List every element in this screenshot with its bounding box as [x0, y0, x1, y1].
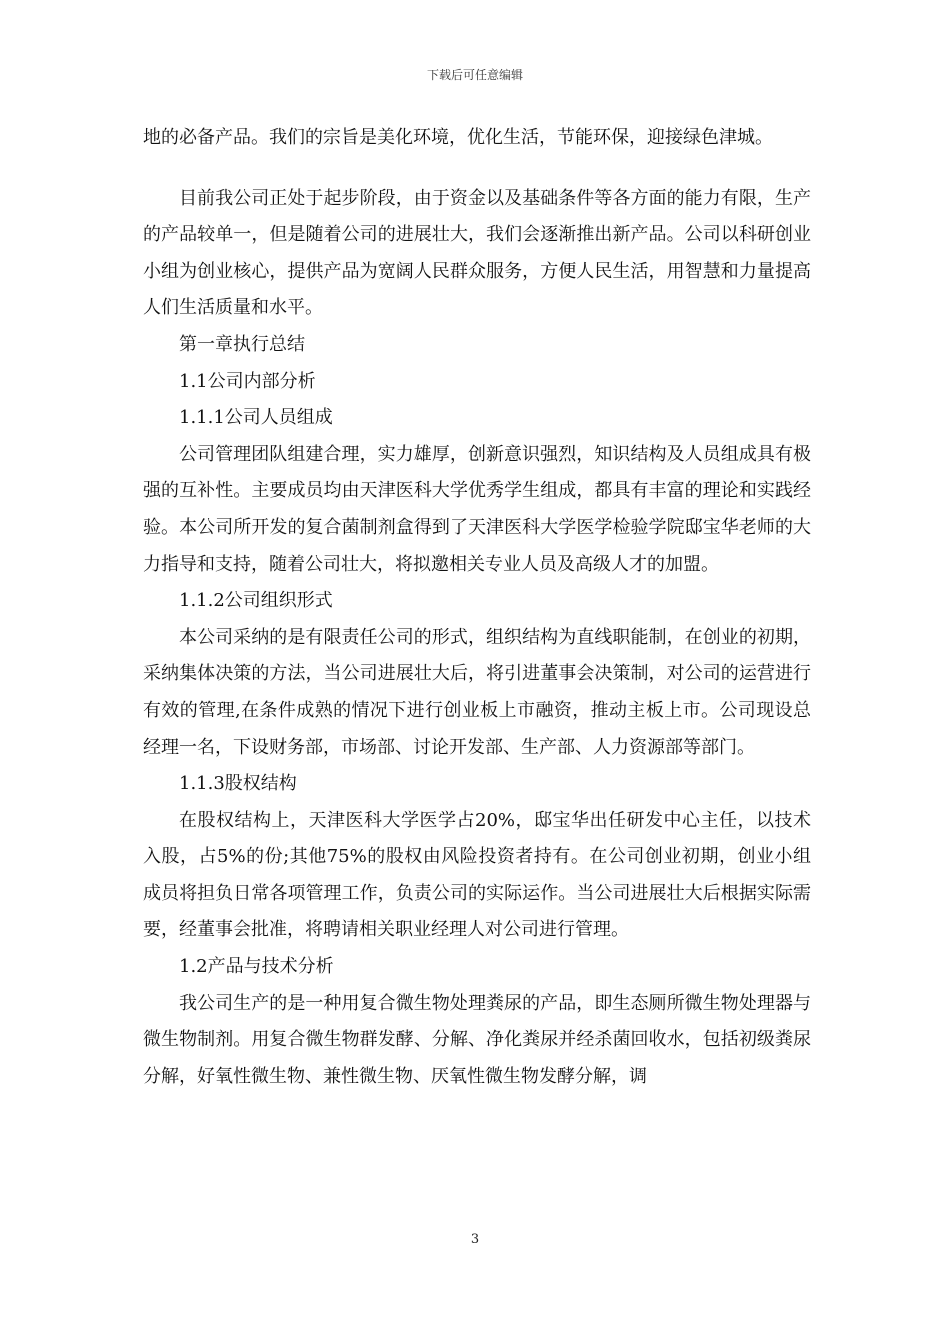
paragraph-continuation: 地的必备产品。我们的宗旨是美化环境，优化生活，节能环保，迎接绿色津城。 [143, 127, 773, 148]
paragraph-equity: 在股权结构上，天津医科大学医学占20%，邸宝华出任研发中心主任，以技术入股，占5%的份;其他75%的股权由风险投资者持有。在公司创业初期，创业小组成员将担负日常各项管理工作，负责公司的实际运作。当公司进展壮大后根据实际需要，经董事会批准，将聘请相关职业经理人对公司进行管理。 [143, 809, 811, 941]
paragraph-company-stage: 目前我公司正处于起步阶段，由于资金以及基础条件等各方面的能力有限，生产的产品较单一，但是随着公司的进展壮大，我们会逐渐推出新产品。公司以科研创业小组为创业核心，提供产品为宽阔人民群众服务，方便人民生活，用智慧和力量提高人们生活质量和水平。 [143, 187, 811, 319]
page-number: 3 [470, 1232, 480, 1247]
heading-chapter-1: 第一章执行总结 [179, 333, 305, 355]
heading-1-1-2: 1.1.2公司组织形式 [179, 590, 333, 612]
heading-1-1-1: 1.1.1公司人员组成 [179, 407, 333, 429]
page-header: 下载后可任意编辑 [426, 68, 523, 82]
paragraph-gap [143, 157, 811, 181]
paragraph-organization: 本公司采纳的是有限责任公司的形式，组织结构为直线职能制，在创业的初期，采纳集体决策的方法，当公司进展壮大后，将引进董事会决策制，对公司的运营进行有效的管理,在条件成熟的情况下进行创业板上市融资，推动主板上市。公司现设总经理一名，下设财务部，市场部、讨论开发部、生产部、人力资源部等部门。 [143, 626, 811, 758]
heading-1-1: 1.1公司内部分析 [179, 370, 316, 392]
document-body [143, 120, 811, 1095]
heading-1-1-3: 1.1.3股权结构 [179, 773, 297, 795]
heading-1-2: 1.2产品与技术分析 [179, 956, 334, 978]
paragraph-team: 公司管理团队组建合理，实力雄厚，创新意识强烈，知识结构及人员组成具有极强的互补性。主要成员均由天津医科大学优秀学生组成，都具有丰富的理论和实践经验。本公司所开发的复合菌制剂盒得到了天津医科大学医学检验学院邸宝华老师的大力指导和支持，随着公司壮大，将拟邀相关专业人员及高级人才的加盟。 [143, 443, 811, 575]
paragraph-product: 我公司生产的是一种用复合微生物处理粪尿的产品，即生态厕所微生物处理器与微生物制剂。用复合微生物群发酵、分解、净化粪尿并经杀菌回收水，包括初级粪尿分解，好氧性微生物、兼性微生物、厌氧性微生物发酵分解，调 [143, 992, 811, 1087]
